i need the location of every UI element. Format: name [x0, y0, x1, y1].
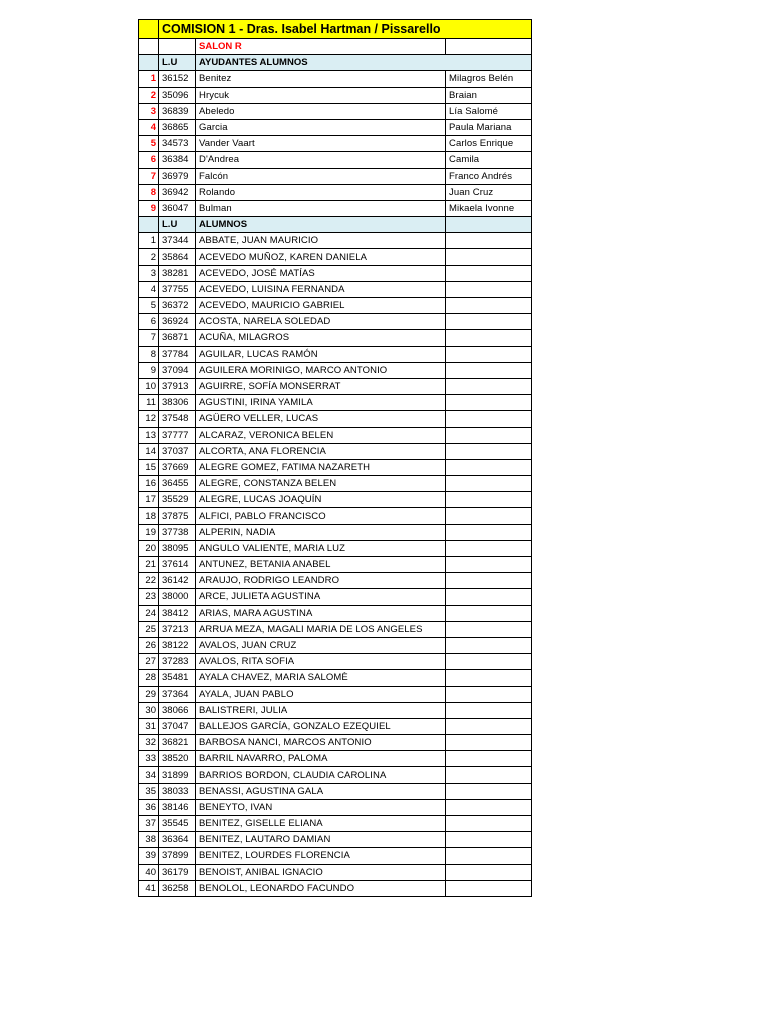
first-name-cell: Camila — [446, 152, 532, 168]
student-name-cell: AYALA CHAVEZ, MARIA SALOMÈ — [196, 670, 446, 686]
empty-cell — [446, 589, 532, 605]
alumno-row — [139, 751, 532, 767]
alumno-row — [139, 605, 532, 621]
row-number: 21 — [139, 557, 159, 573]
lu-cell: 35096 — [159, 87, 196, 103]
row-number: 37 — [139, 816, 159, 832]
student-name-cell: BENITEZ, LOURDES FLORENCIA — [196, 848, 446, 864]
first-name-cell: Mikaela Ivonne — [446, 200, 532, 216]
lu-cell: 36152 — [159, 71, 196, 87]
student-name-cell: BALISTRERI, JULIA — [196, 702, 446, 718]
lu-cell: 37913 — [159, 378, 196, 394]
alumno-row — [139, 864, 532, 880]
lu-cell: 35481 — [159, 670, 196, 686]
lu-cell: 36821 — [159, 735, 196, 751]
empty-cell — [446, 702, 532, 718]
alumno-row — [139, 249, 532, 265]
student-name-cell: ACUÑA, MILAGROS — [196, 330, 446, 346]
student-name-cell: BARRIOS BORDON, CLAUDIA CAROLINA — [196, 767, 446, 783]
row-number: 28 — [139, 670, 159, 686]
row-number: 14 — [139, 443, 159, 459]
empty-cell — [446, 573, 532, 589]
row-number: 29 — [139, 686, 159, 702]
lu-cell: 38306 — [159, 395, 196, 411]
alumno-row — [139, 427, 532, 443]
header-empty-cell-2 — [446, 217, 532, 233]
empty-cell — [446, 314, 532, 330]
surname-cell: Vander Vaart — [196, 136, 446, 152]
row-number: 10 — [139, 378, 159, 394]
lu-cell: 37614 — [159, 557, 196, 573]
row-number: 36 — [139, 799, 159, 815]
ayudante-row — [139, 136, 532, 152]
first-name-cell: Carlos Enrique — [446, 136, 532, 152]
row-number: 9 — [139, 200, 159, 216]
lu-cell: 38095 — [159, 540, 196, 556]
ayudante-row — [139, 119, 532, 135]
student-name-cell: ALPERIN, NADIA — [196, 524, 446, 540]
lu-cell: 36455 — [159, 476, 196, 492]
ayudante-row — [139, 71, 532, 87]
empty-cell — [446, 540, 532, 556]
first-name-cell: Braian — [446, 87, 532, 103]
title-empty-cell — [139, 20, 159, 39]
row-number: 7 — [139, 168, 159, 184]
lu-cell: 37784 — [159, 346, 196, 362]
row-number: 6 — [139, 314, 159, 330]
student-name-cell: ARRUA MEZA, MAGALI MARIA DE LOS ANGELES — [196, 621, 446, 637]
row-number: 30 — [139, 702, 159, 718]
student-name-cell: BENEYTO, IVAN — [196, 799, 446, 815]
alumno-row — [139, 443, 532, 459]
empty-cell — [446, 783, 532, 799]
lu-cell: 36179 — [159, 864, 196, 880]
lu-cell: 36258 — [159, 880, 196, 896]
alumno-row — [139, 508, 532, 524]
empty-cell — [446, 362, 532, 378]
salon-empty-cell-3 — [446, 39, 532, 55]
roster-body — [139, 20, 532, 897]
alumno-row — [139, 281, 532, 297]
row-number: 15 — [139, 459, 159, 475]
header-empty-cell — [139, 55, 159, 71]
row-number: 11 — [139, 395, 159, 411]
row-number: 6 — [139, 152, 159, 168]
student-name-cell: ABBATE, JUAN MAURICIO — [196, 233, 446, 249]
row-number: 7 — [139, 330, 159, 346]
student-name-cell: AGUILERA MORINIGO, MARCO ANTONIO — [196, 362, 446, 378]
empty-cell — [446, 265, 532, 281]
row-number: 31 — [139, 718, 159, 734]
row-number: 18 — [139, 508, 159, 524]
row-number: 32 — [139, 735, 159, 751]
student-name-cell: ACEVEDO, MAURICIO GABRIEL — [196, 298, 446, 314]
alumno-row — [139, 816, 532, 832]
page-title: COMISION 1 - Dras. Isabel Hartman / Pissarello — [159, 20, 532, 39]
empty-cell — [446, 751, 532, 767]
ayudante-row — [139, 103, 532, 119]
lu-cell: 36979 — [159, 168, 196, 184]
student-name-cell: ALEGRE, CONSTANZA BELEN — [196, 476, 446, 492]
empty-cell — [446, 718, 532, 734]
row-number: 26 — [139, 637, 159, 653]
empty-cell — [446, 249, 532, 265]
student-name-cell: BENOLOL, LEONARDO FACUNDO — [196, 880, 446, 896]
lu-cell: 36865 — [159, 119, 196, 135]
alumno-row — [139, 832, 532, 848]
row-number: 16 — [139, 476, 159, 492]
surname-cell: Benitez — [196, 71, 446, 87]
empty-cell — [446, 378, 532, 394]
row-number: 41 — [139, 880, 159, 896]
ayudante-row — [139, 200, 532, 216]
salon-empty-cell — [139, 39, 159, 55]
lu-cell: 37899 — [159, 848, 196, 864]
row-number: 2 — [139, 87, 159, 103]
lu-cell: 37283 — [159, 654, 196, 670]
row-number: 13 — [139, 427, 159, 443]
student-name-cell: AYALA, JUAN PABLO — [196, 686, 446, 702]
student-name-cell: ARAUJO, RODRIGO LEANDRO — [196, 573, 446, 589]
empty-cell — [446, 767, 532, 783]
student-name-cell: ALCORTA, ANA FLORENCIA — [196, 443, 446, 459]
lu-cell: 36871 — [159, 330, 196, 346]
empty-cell — [446, 330, 532, 346]
lu-cell: 37047 — [159, 718, 196, 734]
lu-cell: 37777 — [159, 427, 196, 443]
alumno-row — [139, 492, 532, 508]
row-number: 33 — [139, 751, 159, 767]
empty-cell — [446, 427, 532, 443]
alumno-row — [139, 686, 532, 702]
lu-cell: 36047 — [159, 200, 196, 216]
alumno-row — [139, 621, 532, 637]
first-name-cell: Milagros Belén — [446, 71, 532, 87]
student-name-cell: ALEGRE, LUCAS JOAQUÍN — [196, 492, 446, 508]
student-name-cell: ANGULO VALIENTE, MARIA LUZ — [196, 540, 446, 556]
student-name-cell: BARRIL NAVARRO, PALOMA — [196, 751, 446, 767]
lu-cell: 31899 — [159, 767, 196, 783]
student-name-cell: AVALOS, JUAN CRUZ — [196, 637, 446, 653]
student-name-cell: ALFICI, PABLO FRANCISCO — [196, 508, 446, 524]
row-number: 1 — [139, 71, 159, 87]
alumno-row — [139, 540, 532, 556]
salon-label: SALON R — [196, 39, 446, 55]
row-number: 3 — [139, 265, 159, 281]
lu-cell: 37344 — [159, 233, 196, 249]
empty-cell — [446, 476, 532, 492]
lu-cell: 36142 — [159, 573, 196, 589]
student-name-cell: BARBOSA NANCI, MARCOS ANTONIO — [196, 735, 446, 751]
alumno-row — [139, 799, 532, 815]
alumno-row — [139, 880, 532, 896]
empty-cell — [446, 654, 532, 670]
surname-cell: D'Andrea — [196, 152, 446, 168]
student-name-cell: ACOSTA, NARELA SOLEDAD — [196, 314, 446, 330]
alumno-row — [139, 735, 532, 751]
alumno-row — [139, 573, 532, 589]
alumno-row — [139, 314, 532, 330]
student-name-cell: ANTUNEZ, BETANIA ANABEL — [196, 557, 446, 573]
student-name-cell: BENASSI, AGUSTINA GALA — [196, 783, 446, 799]
empty-cell — [446, 443, 532, 459]
lu-cell: 38281 — [159, 265, 196, 281]
student-name-cell: BENITEZ, GISELLE ELIANA — [196, 816, 446, 832]
student-name-cell: AGUILAR, LUCAS RAMÓN — [196, 346, 446, 362]
alumno-row — [139, 378, 532, 394]
row-number: 4 — [139, 119, 159, 135]
row-number: 19 — [139, 524, 159, 540]
lu-cell: 37213 — [159, 621, 196, 637]
student-name-cell: AVALOS, RITA SOFIA — [196, 654, 446, 670]
lu-cell: 37364 — [159, 686, 196, 702]
ayudante-row — [139, 184, 532, 200]
ayudantes-header: AYUDANTES ALUMNOS — [196, 55, 532, 71]
empty-cell — [446, 621, 532, 637]
lu-header: L.U — [159, 55, 196, 71]
alumno-row — [139, 395, 532, 411]
empty-cell — [446, 557, 532, 573]
lu-cell: 36384 — [159, 152, 196, 168]
empty-cell — [446, 605, 532, 621]
surname-cell: Abeledo — [196, 103, 446, 119]
student-name-cell: ALEGRE GOMEZ, FATIMA NAZARETH — [196, 459, 446, 475]
lu-cell: 37875 — [159, 508, 196, 524]
alumno-row — [139, 298, 532, 314]
alumno-row — [139, 346, 532, 362]
lu-cell: 37738 — [159, 524, 196, 540]
lu-cell: 37755 — [159, 281, 196, 297]
student-name-cell: AGUSTINI, IRINA YAMILA — [196, 395, 446, 411]
empty-cell — [446, 395, 532, 411]
lu-cell: 38066 — [159, 702, 196, 718]
row-number: 3 — [139, 103, 159, 119]
empty-cell — [446, 492, 532, 508]
student-name-cell: ACEVEDO, LUISINA FERNANDA — [196, 281, 446, 297]
empty-cell — [446, 346, 532, 362]
commission-roster-table — [138, 19, 532, 897]
alumnos-header-row — [139, 217, 532, 233]
ayudante-row — [139, 87, 532, 103]
lu-cell: 38412 — [159, 605, 196, 621]
title-row — [139, 20, 532, 39]
surname-cell: Bulman — [196, 200, 446, 216]
row-number: 8 — [139, 184, 159, 200]
empty-cell — [446, 508, 532, 524]
row-number: 24 — [139, 605, 159, 621]
alumno-row — [139, 718, 532, 734]
alumno-row — [139, 783, 532, 799]
lu-cell: 38520 — [159, 751, 196, 767]
row-number: 23 — [139, 589, 159, 605]
row-number: 12 — [139, 411, 159, 427]
lu-cell: 35864 — [159, 249, 196, 265]
student-name-cell: ALCARAZ, VERONICA BELEN — [196, 427, 446, 443]
empty-cell — [446, 281, 532, 297]
salon-row — [139, 39, 532, 55]
alumno-row — [139, 524, 532, 540]
row-number: 39 — [139, 848, 159, 864]
surname-cell: Hrycuk — [196, 87, 446, 103]
student-name-cell: BENOIST, ANIBAL IGNACIO — [196, 864, 446, 880]
lu-cell: 36839 — [159, 103, 196, 119]
lu-cell: 36372 — [159, 298, 196, 314]
student-name-cell: AGÜERO VELLER, LUCAS — [196, 411, 446, 427]
row-number: 4 — [139, 281, 159, 297]
first-name-cell: Juan Cruz — [446, 184, 532, 200]
empty-cell — [446, 411, 532, 427]
empty-cell — [446, 298, 532, 314]
alumnos-header: ALUMNOS — [196, 217, 446, 233]
ayudante-row — [139, 168, 532, 184]
alumno-row — [139, 330, 532, 346]
row-number: 8 — [139, 346, 159, 362]
alumno-row — [139, 476, 532, 492]
surname-cell: Garcia — [196, 119, 446, 135]
alumno-row — [139, 670, 532, 686]
row-number: 25 — [139, 621, 159, 637]
lu-cell: 38146 — [159, 799, 196, 815]
surname-cell: Rolando — [196, 184, 446, 200]
row-number: 20 — [139, 540, 159, 556]
alumno-row — [139, 589, 532, 605]
empty-cell — [446, 735, 532, 751]
empty-cell — [446, 816, 532, 832]
row-number: 22 — [139, 573, 159, 589]
salon-empty-cell-2 — [159, 39, 196, 55]
lu-cell: 36924 — [159, 314, 196, 330]
alumno-row — [139, 637, 532, 653]
empty-cell — [446, 832, 532, 848]
row-number: 27 — [139, 654, 159, 670]
row-number: 35 — [139, 783, 159, 799]
empty-cell — [446, 880, 532, 896]
alumno-row — [139, 233, 532, 249]
alumno-row — [139, 459, 532, 475]
student-name-cell: ARIAS, MARA AGUSTINA — [196, 605, 446, 621]
empty-cell — [446, 686, 532, 702]
ayudante-row — [139, 152, 532, 168]
header-empty-cell — [139, 217, 159, 233]
lu-cell: 35545 — [159, 816, 196, 832]
row-number: 9 — [139, 362, 159, 378]
student-name-cell: ACEVEDO, JOSÉ MATÍAS — [196, 265, 446, 281]
empty-cell — [446, 799, 532, 815]
alumno-row — [139, 702, 532, 718]
alumno-row — [139, 362, 532, 378]
student-name-cell: ARCE, JULIETA AGUSTINA — [196, 589, 446, 605]
alumno-row — [139, 767, 532, 783]
lu-cell: 37037 — [159, 443, 196, 459]
lu-cell: 35529 — [159, 492, 196, 508]
empty-cell — [446, 233, 532, 249]
empty-cell — [446, 459, 532, 475]
row-number: 38 — [139, 832, 159, 848]
student-name-cell: AGUIRRE, SOFÍA MONSERRAT — [196, 378, 446, 394]
student-name-cell: ACEVEDO MUÑOZ, KAREN DANIELA — [196, 249, 446, 265]
first-name-cell: Paula Mariana — [446, 119, 532, 135]
lu-cell: 36364 — [159, 832, 196, 848]
alumno-row — [139, 557, 532, 573]
alumno-row — [139, 654, 532, 670]
surname-cell: Falcón — [196, 168, 446, 184]
student-name-cell: BALLEJOS GARCÍA, GONZALO EZEQUIEL — [196, 718, 446, 734]
lu-cell: 36942 — [159, 184, 196, 200]
first-name-cell: Franco Andrés — [446, 168, 532, 184]
row-number: 40 — [139, 864, 159, 880]
lu-cell: 37094 — [159, 362, 196, 378]
row-number: 5 — [139, 298, 159, 314]
row-number: 5 — [139, 136, 159, 152]
row-number: 2 — [139, 249, 159, 265]
alumno-row — [139, 848, 532, 864]
lu-header: L.U — [159, 217, 196, 233]
empty-cell — [446, 848, 532, 864]
lu-cell: 37669 — [159, 459, 196, 475]
empty-cell — [446, 524, 532, 540]
alumno-row — [139, 411, 532, 427]
alumno-row — [139, 265, 532, 281]
lu-cell: 37548 — [159, 411, 196, 427]
empty-cell — [446, 864, 532, 880]
row-number: 1 — [139, 233, 159, 249]
student-name-cell: BENITEZ, LAUTARO DAMIAN — [196, 832, 446, 848]
empty-cell — [446, 670, 532, 686]
lu-cell: 38033 — [159, 783, 196, 799]
lu-cell: 34573 — [159, 136, 196, 152]
row-number: 34 — [139, 767, 159, 783]
lu-cell: 38000 — [159, 589, 196, 605]
first-name-cell: Lía Salomé — [446, 103, 532, 119]
row-number: 17 — [139, 492, 159, 508]
ayudantes-header-row — [139, 55, 532, 71]
empty-cell — [446, 637, 532, 653]
lu-cell: 38122 — [159, 637, 196, 653]
